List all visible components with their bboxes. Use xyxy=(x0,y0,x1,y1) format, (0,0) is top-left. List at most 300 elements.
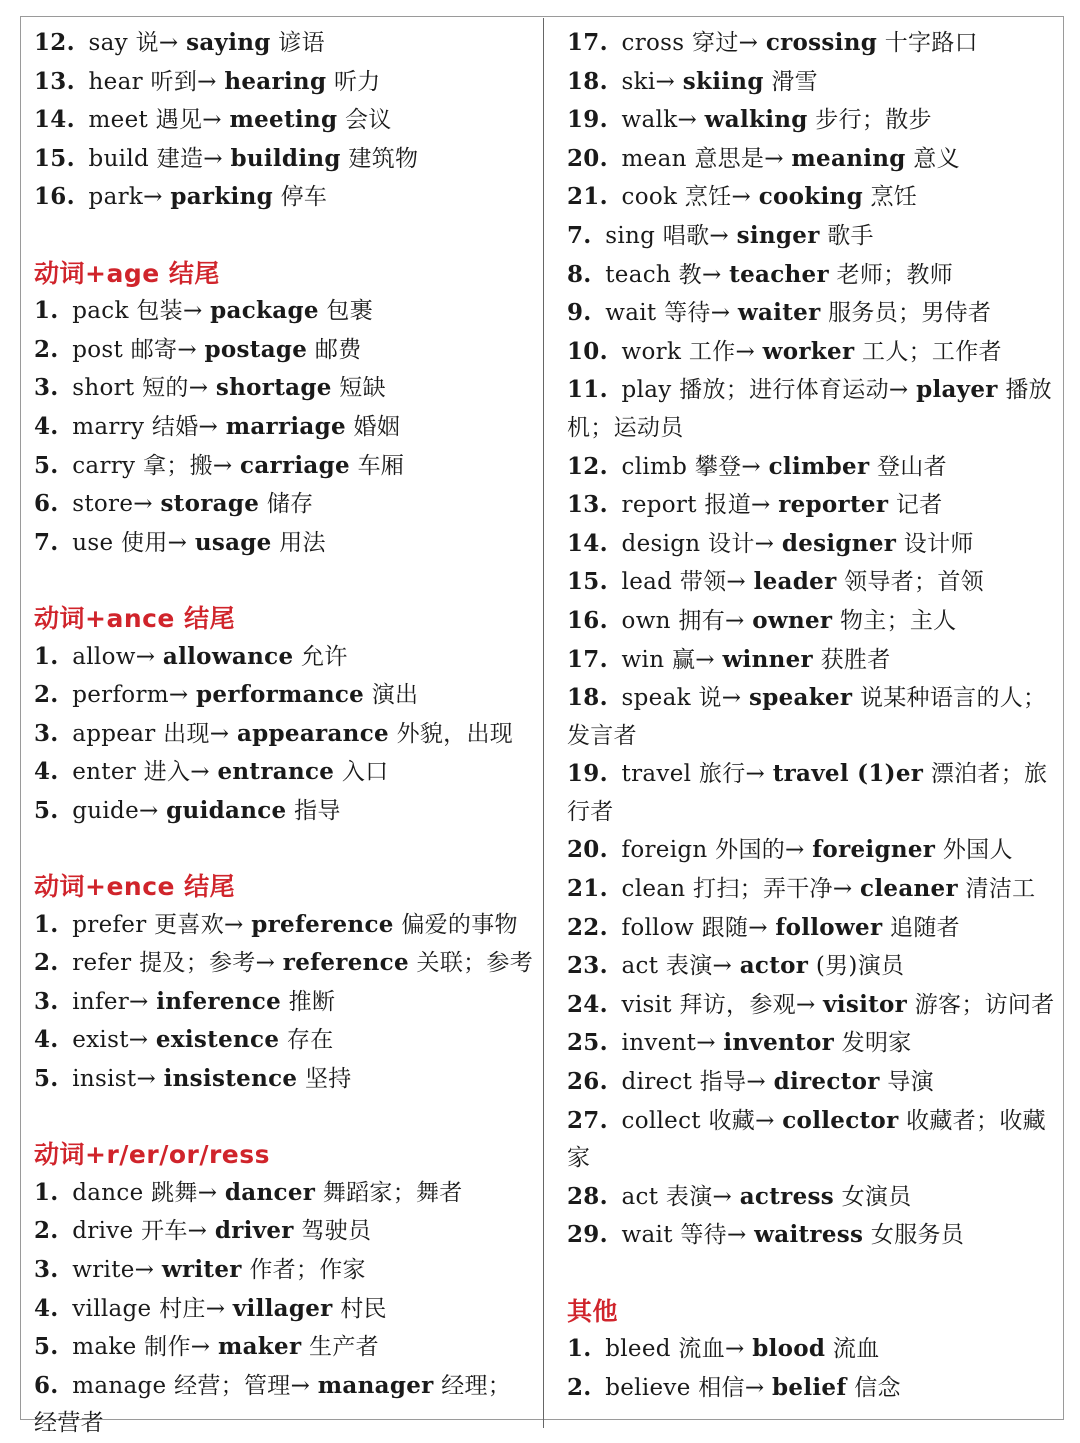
arrow-icon: → xyxy=(695,646,723,673)
word-entry xyxy=(34,63,534,102)
base-word: post xyxy=(72,336,124,363)
derived-meaning: 女演员 xyxy=(841,1183,912,1210)
base-meaning: 听到 xyxy=(150,68,198,95)
derived-meaning: 邮费 xyxy=(314,336,362,363)
derived-word: follower xyxy=(775,913,883,941)
derived-meaning: 短缺 xyxy=(339,375,386,402)
derived-meaning: 导演 xyxy=(887,1069,934,1096)
base-word: visit xyxy=(621,991,672,1018)
section-heading: 动词+ance 结尾 xyxy=(34,603,236,633)
word-entry xyxy=(34,101,534,140)
arrow-icon: → xyxy=(190,759,218,786)
base-word: believe xyxy=(605,1374,691,1401)
arrow-icon: → xyxy=(725,1336,753,1363)
arrow-icon: → xyxy=(135,643,163,670)
entry-number: 1. xyxy=(34,1178,59,1206)
arrow-icon: → xyxy=(764,145,792,172)
arrow-icon: → xyxy=(701,261,730,288)
arrow-icon: → xyxy=(726,1222,755,1249)
derived-meaning: 用法 xyxy=(279,529,326,556)
base-word: own xyxy=(621,607,671,634)
base-meaning: 经营；管理 xyxy=(174,1372,291,1399)
derived-meaning: 演出 xyxy=(371,682,419,709)
base-meaning: 穿过 xyxy=(692,30,739,56)
derived-meaning: 驾驶员 xyxy=(301,1218,372,1245)
word-entry xyxy=(567,140,1059,179)
derived-meaning: 停车 xyxy=(280,184,328,211)
derived-meaning: 追随者 xyxy=(890,914,960,941)
derived-meaning: 播放机；运动员 xyxy=(567,377,1052,441)
entry-number: 23. xyxy=(567,952,608,980)
derived-meaning: 老师；教师 xyxy=(836,261,954,288)
base-word: bleed xyxy=(605,1336,671,1363)
base-meaning: 拥有 xyxy=(678,607,726,634)
derived-word: saying xyxy=(186,29,271,56)
arrow-icon: → xyxy=(738,30,766,56)
entry-number: 4. xyxy=(34,412,59,440)
derived-meaning: 工人；工作者 xyxy=(862,338,1002,365)
derived-meaning: 包裹 xyxy=(326,298,374,325)
entry-number: 2. xyxy=(34,335,59,363)
base-word: wait xyxy=(621,1222,673,1249)
word-entry xyxy=(34,1328,534,1367)
derived-word: blood xyxy=(752,1335,826,1363)
entry-number: 27. xyxy=(567,1106,608,1134)
base-meaning: 攀登 xyxy=(694,453,742,480)
derived-word: teacher xyxy=(729,260,829,288)
derived-word: reporter xyxy=(778,491,889,519)
arrow-icon: → xyxy=(746,1069,774,1096)
word-entry xyxy=(567,1102,1059,1178)
derived-word: entrance xyxy=(217,758,335,786)
derived-meaning: 偏爱的事物 xyxy=(401,911,518,938)
derived-word: crossing xyxy=(765,29,878,56)
derived-word: actor xyxy=(739,952,809,980)
word-entry xyxy=(567,602,1059,641)
derived-meaning: 收藏者；收藏家 xyxy=(567,1107,1046,1172)
base-word: carry xyxy=(72,452,136,479)
arrow-icon: → xyxy=(290,1372,318,1399)
base-word: drive xyxy=(72,1218,134,1245)
derived-meaning: 存在 xyxy=(286,1027,334,1054)
base-word: appear xyxy=(72,720,156,747)
arrow-icon: → xyxy=(726,569,754,596)
section-gap xyxy=(34,562,534,600)
derived-meaning: 外国人 xyxy=(942,837,1013,864)
derived-word: dancer xyxy=(224,1178,316,1206)
entry-number: 14. xyxy=(567,529,608,557)
entry-number: 3. xyxy=(34,987,59,1015)
section-heading: 动词+ence 结尾 xyxy=(34,872,236,902)
base-word: infer xyxy=(72,988,130,1015)
section-gap xyxy=(567,1255,1059,1293)
base-meaning: 相信 xyxy=(698,1374,745,1401)
base-word: direct xyxy=(621,1069,693,1096)
derived-meaning: 入口 xyxy=(341,759,389,786)
base-meaning: 遇见 xyxy=(155,107,203,134)
word-entry xyxy=(34,983,534,1022)
base-meaning: 收藏 xyxy=(708,1107,756,1134)
word-entry xyxy=(34,792,534,831)
base-meaning: 村庄 xyxy=(159,1295,206,1322)
derived-word: storage xyxy=(160,490,260,518)
base-meaning: 表演 xyxy=(665,1183,713,1210)
entry-number: 13. xyxy=(34,67,75,95)
base-meaning: 旅行 xyxy=(698,761,746,788)
arrow-icon: → xyxy=(197,68,225,95)
word-entry xyxy=(34,331,534,370)
entry-number: 5. xyxy=(34,451,59,479)
word-entry xyxy=(34,369,534,408)
word-entry xyxy=(34,140,534,179)
entry-number: 26. xyxy=(567,1068,608,1096)
derived-word: reference xyxy=(282,949,409,977)
derived-meaning: 车厢 xyxy=(357,452,405,479)
entry-number: 25. xyxy=(567,1029,608,1057)
derived-word: winner xyxy=(722,645,813,673)
derived-meaning: 谚语 xyxy=(278,30,325,56)
derived-word: skiing xyxy=(682,67,764,95)
base-meaning: 结婚 xyxy=(151,413,199,440)
word-entry xyxy=(34,1021,534,1060)
base-meaning: 等待 xyxy=(680,1222,727,1249)
word-entry xyxy=(34,1060,534,1099)
arrow-icon: → xyxy=(203,145,231,172)
entry-number: 10. xyxy=(567,337,608,365)
entry-number: 1. xyxy=(34,642,59,670)
arrow-icon: → xyxy=(133,491,161,518)
arrow-icon: → xyxy=(224,911,252,938)
section-heading: 动词+age 结尾 xyxy=(34,258,220,288)
arrow-icon: → xyxy=(202,107,230,134)
arrow-icon: → xyxy=(197,1179,225,1206)
derived-meaning: 流血 xyxy=(832,1336,880,1363)
entry-number: 16. xyxy=(567,606,608,634)
derived-meaning: 关联；参考 xyxy=(416,950,534,977)
word-entry xyxy=(567,371,1059,447)
base-word: climb xyxy=(621,453,688,480)
base-word: sing xyxy=(605,222,656,249)
derived-meaning: 指导 xyxy=(294,797,341,824)
arrow-icon: → xyxy=(745,761,773,788)
entry-number: 20. xyxy=(567,144,608,172)
derived-meaning: 说某种语言的人；发言者 xyxy=(567,685,1047,749)
derived-word: player xyxy=(916,376,998,404)
derived-word: walking xyxy=(704,106,808,134)
derived-word: performance xyxy=(196,681,365,709)
derived-meaning: 步行；散步 xyxy=(815,107,932,134)
derived-word: actress xyxy=(739,1182,834,1210)
derived-meaning: 外貌，出现 xyxy=(396,720,514,747)
base-word: win xyxy=(621,646,665,673)
derived-word: belief xyxy=(772,1373,847,1401)
base-word: follow xyxy=(621,914,694,941)
word-entry xyxy=(34,1212,534,1251)
base-word: prefer xyxy=(72,911,147,938)
word-entry xyxy=(34,408,534,447)
base-meaning: 工作 xyxy=(688,338,736,365)
base-meaning: 等待 xyxy=(664,300,711,327)
base-meaning: 更喜欢 xyxy=(154,911,225,938)
entry-number: 29. xyxy=(567,1221,608,1249)
base-meaning: 流血 xyxy=(678,1336,726,1363)
base-meaning: 设计 xyxy=(708,530,755,557)
base-meaning: 报道 xyxy=(704,492,751,519)
base-meaning: 拜访，参观 xyxy=(679,991,796,1018)
derived-meaning: 意义 xyxy=(913,145,960,172)
arrow-icon: → xyxy=(712,953,740,980)
derived-meaning: 允许 xyxy=(301,643,348,670)
entry-number: 7. xyxy=(567,221,592,249)
base-meaning: 提及；参考 xyxy=(139,950,256,977)
derived-meaning: 发明家 xyxy=(841,1030,912,1057)
derived-word: appearance xyxy=(236,719,389,747)
word-entry xyxy=(34,1251,534,1290)
derived-word: postage xyxy=(204,335,308,363)
derived-word: collector xyxy=(782,1106,899,1134)
base-meaning: 说 xyxy=(135,30,159,56)
arrow-icon: → xyxy=(136,1066,164,1093)
entry-number: 3. xyxy=(34,374,59,402)
base-meaning: 教 xyxy=(678,261,702,288)
section-gap xyxy=(34,217,534,255)
derived-word: hearing xyxy=(224,67,327,95)
derived-meaning: 作者；作家 xyxy=(249,1257,366,1283)
derived-meaning: 婚姻 xyxy=(353,413,401,440)
derived-word: foreigner xyxy=(812,836,936,864)
derived-meaning: 听力 xyxy=(333,68,381,95)
base-meaning: 说 xyxy=(698,685,722,712)
word-entry xyxy=(567,986,1059,1025)
derived-word: building xyxy=(230,144,341,172)
entry-number: 7. xyxy=(34,528,59,556)
entry-number: 4. xyxy=(34,1026,59,1054)
derived-word: package xyxy=(210,297,319,325)
derived-meaning: 登山者 xyxy=(876,453,947,480)
word-entry xyxy=(34,715,534,754)
derived-word: speaker xyxy=(748,684,853,712)
arrow-icon: → xyxy=(888,377,917,404)
derived-meaning: 滑雪 xyxy=(771,68,818,95)
base-word: work xyxy=(621,338,682,365)
section-heading: 其他 xyxy=(567,1296,619,1326)
entry-number: 1. xyxy=(567,1335,592,1363)
base-meaning: 出现 xyxy=(163,720,210,747)
word-entry xyxy=(34,24,534,63)
entry-number: 6. xyxy=(34,1371,59,1399)
arrow-icon: → xyxy=(795,991,824,1018)
derived-word: leader xyxy=(753,568,837,596)
arrow-icon: → xyxy=(190,1334,218,1361)
entry-number: 1. xyxy=(34,297,59,325)
entry-number: 22. xyxy=(567,913,608,941)
derived-word: singer xyxy=(736,221,820,249)
word-entry xyxy=(567,755,1059,831)
derived-meaning: 领导者；首领 xyxy=(844,569,984,596)
base-word: perform xyxy=(72,682,169,709)
arrow-icon: → xyxy=(198,413,226,440)
base-word: refer xyxy=(72,950,132,977)
base-word: pack xyxy=(72,298,129,325)
base-word: collect xyxy=(621,1107,701,1134)
entry-number: 9. xyxy=(567,299,592,327)
arrow-icon: → xyxy=(677,107,705,134)
entry-number: 4. xyxy=(34,758,59,786)
derived-word: meeting xyxy=(229,106,338,134)
entry-number: 2. xyxy=(34,681,59,709)
base-word: cook xyxy=(621,184,678,211)
derived-word: parking xyxy=(170,183,273,211)
derived-meaning: (男)演员 xyxy=(815,953,905,980)
entry-number: 21. xyxy=(567,875,608,903)
word-entry xyxy=(34,1174,534,1213)
base-meaning: 打扫；弄干净 xyxy=(693,876,833,903)
base-word: speak xyxy=(621,685,691,712)
arrow-icon: → xyxy=(143,184,171,211)
base-word: wait xyxy=(605,300,657,327)
arrow-icon: → xyxy=(255,950,283,977)
word-entry xyxy=(567,486,1059,525)
arrow-icon: → xyxy=(212,452,241,479)
arrow-icon: → xyxy=(741,453,769,480)
entry-number: 12. xyxy=(567,452,608,480)
derived-word: insistence xyxy=(163,1065,298,1093)
entry-number: 19. xyxy=(567,106,608,134)
base-word: say xyxy=(88,30,128,56)
derived-word: travel (1)er xyxy=(772,760,924,788)
derived-word: cleaner xyxy=(860,875,958,903)
entry-number: 15. xyxy=(34,144,75,172)
base-word: design xyxy=(621,530,701,557)
derived-meaning: 十字路口 xyxy=(884,30,978,56)
derived-meaning: 推断 xyxy=(288,988,336,1015)
derived-word: preference xyxy=(251,910,394,938)
derived-meaning: 清洁工 xyxy=(965,876,1036,903)
entry-number: 3. xyxy=(34,1256,59,1283)
derived-word: carriage xyxy=(240,451,350,479)
base-meaning: 拿；搬 xyxy=(142,452,213,479)
base-word: hear xyxy=(88,68,143,95)
base-word: make xyxy=(72,1334,137,1361)
derived-meaning: 信念 xyxy=(854,1374,901,1401)
derived-word: visitor xyxy=(823,990,908,1018)
word-entry xyxy=(567,217,1059,256)
base-word: build xyxy=(88,145,150,172)
derived-meaning: 女服务员 xyxy=(870,1222,965,1249)
base-word: use xyxy=(72,529,114,556)
base-word: exist xyxy=(72,1027,129,1054)
base-word: insist xyxy=(72,1066,137,1093)
entry-number: 24. xyxy=(567,990,608,1018)
base-meaning: 唱歌 xyxy=(662,222,710,249)
base-word: enter xyxy=(72,759,137,786)
entry-number: 3. xyxy=(34,719,59,747)
word-entry xyxy=(34,485,534,524)
derived-word: inventor xyxy=(723,1029,835,1057)
word-entry xyxy=(34,944,534,983)
derived-meaning: 服务员；男侍者 xyxy=(828,300,992,327)
word-entry xyxy=(567,24,1059,63)
derived-meaning: 烹饪 xyxy=(870,184,918,211)
arrow-icon: → xyxy=(832,876,861,903)
base-meaning: 进入 xyxy=(143,759,191,786)
derived-word: designer xyxy=(781,529,897,557)
arrow-icon: → xyxy=(177,336,205,363)
word-entry xyxy=(34,178,534,217)
arrow-icon: → xyxy=(712,1183,740,1210)
derived-word: existence xyxy=(155,1026,280,1054)
word-entry xyxy=(567,294,1059,333)
entry-number: 8. xyxy=(567,260,592,288)
base-word: short xyxy=(72,375,135,402)
arrow-icon: → xyxy=(655,68,683,95)
base-meaning: 带领 xyxy=(679,569,727,596)
entry-number: 5. xyxy=(34,1333,59,1361)
entry-number: 4. xyxy=(34,1294,59,1322)
derived-word: guidance xyxy=(166,796,287,824)
entry-number: 6. xyxy=(34,490,59,518)
entry-number: 16. xyxy=(34,183,75,211)
entry-number: 17. xyxy=(567,645,608,673)
base-meaning: 意思是 xyxy=(694,145,765,172)
derived-word: writer xyxy=(161,1256,242,1283)
word-entry xyxy=(567,1178,1059,1217)
word-entry xyxy=(567,525,1059,564)
word-entry xyxy=(567,101,1059,140)
base-meaning: 跟随 xyxy=(701,914,749,941)
derived-word: allowance xyxy=(162,642,294,670)
entry-number: 5. xyxy=(34,1065,59,1093)
base-meaning: 跳舞 xyxy=(151,1179,198,1206)
derived-meaning: 经理；经营者 xyxy=(34,1372,512,1437)
arrow-icon: → xyxy=(785,837,813,864)
entry-number: 14. xyxy=(34,106,75,134)
derived-meaning: 记者 xyxy=(895,492,943,519)
derived-meaning: 村民 xyxy=(340,1295,387,1322)
derived-meaning: 漂泊者；旅行者 xyxy=(567,761,1048,825)
word-entry xyxy=(567,448,1059,487)
arrow-icon: → xyxy=(696,1030,724,1057)
derived-word: climber xyxy=(768,452,870,480)
entry-number: 17. xyxy=(567,29,608,56)
base-meaning: 外国的 xyxy=(715,837,786,864)
word-entry xyxy=(34,753,534,792)
derived-word: waitress xyxy=(754,1221,864,1249)
derived-word: owner xyxy=(752,606,833,634)
section-heading: 动词+r/er/or/ress xyxy=(34,1140,271,1170)
base-meaning: 表演 xyxy=(665,953,713,980)
entry-number: 13. xyxy=(567,491,608,519)
word-entry xyxy=(567,63,1059,102)
entry-number: 1. xyxy=(34,910,59,938)
arrow-icon: → xyxy=(744,1374,773,1401)
entry-number: 5. xyxy=(34,796,59,824)
word-entry xyxy=(34,524,534,563)
arrow-icon: → xyxy=(129,988,157,1015)
arrow-icon: → xyxy=(158,30,187,56)
derived-word: villager xyxy=(232,1294,333,1322)
derived-word: waiter xyxy=(737,299,821,327)
base-word: travel xyxy=(621,761,692,788)
arrow-icon: → xyxy=(731,184,759,211)
word-entry xyxy=(34,906,534,945)
entry-number: 18. xyxy=(567,684,608,712)
derived-meaning: 建筑物 xyxy=(348,145,419,172)
base-word: guide xyxy=(72,797,139,824)
entry-number: 2. xyxy=(34,1217,59,1245)
base-meaning: 包装 xyxy=(136,298,183,325)
arrow-icon: → xyxy=(182,298,211,325)
